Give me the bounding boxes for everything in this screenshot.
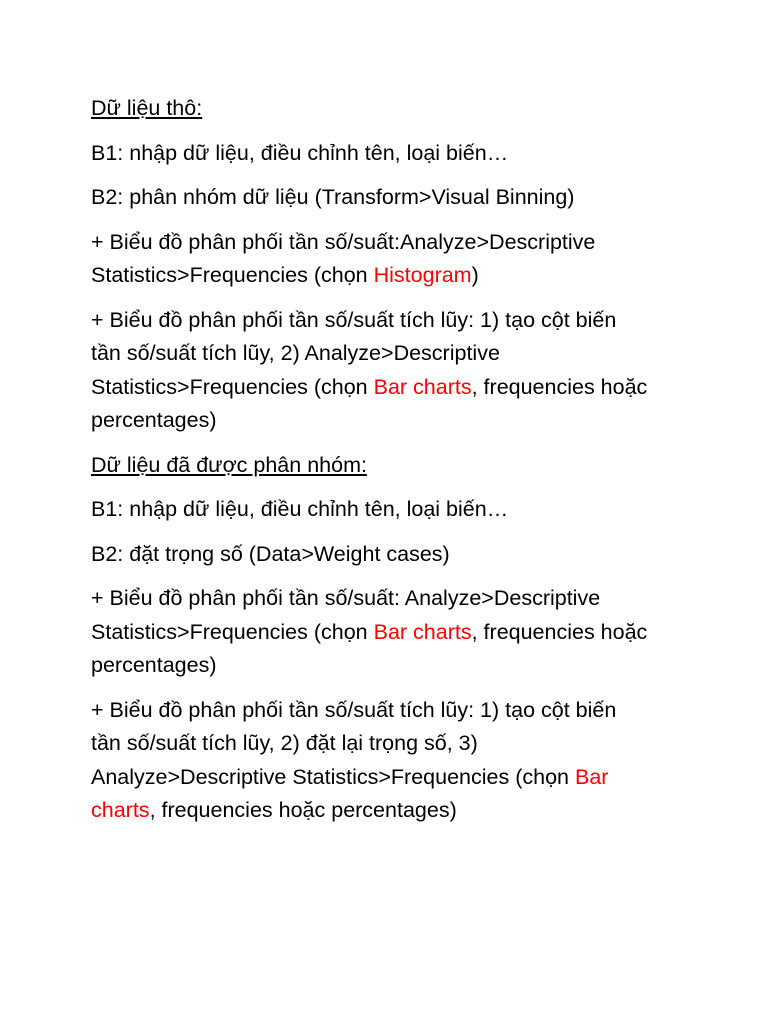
section1-item2-highlight: Bar charts: [373, 374, 472, 399]
section2-item1-highlight: Bar charts: [373, 619, 472, 644]
section2-item2: [91, 694, 691, 828]
section2-step1: [91, 493, 691, 527]
section1-heading: Dữ liệu thô:: [91, 96, 203, 120]
section2-item2-line1: + Biểu đồ phân phối tần số/suất tích lũy: 1) tạo cột biến: [91, 697, 617, 722]
section1-item2-line1: + Biểu đồ phân phối tần số/suất tích lũy: 1) tạo cột biến: [91, 307, 617, 332]
section1-item2-line2: tần số/suất tích lũy, 2) Analyze>Descriptive: [91, 341, 500, 365]
section2-item1-line1: + Biểu đồ phân phối tần số/suất: Analyze>Descriptive: [91, 586, 601, 610]
section1-step2: [91, 181, 691, 215]
section1-heading-para: [91, 92, 691, 126]
section2-heading-para: [91, 449, 691, 483]
section1-item2-line4: percentages): [91, 408, 217, 432]
section2-item2-highlight-part1: Bar: [574, 764, 609, 789]
section1-item2-line3-after: , frequencies hoặc: [471, 374, 648, 399]
section1-item1-line2-before: Statistics>Frequencies (chọn: [91, 263, 374, 287]
section1-step1-text: B1: nhập dữ liệu, điều chỉnh tên, loại biến…: [91, 140, 509, 165]
section1-step1: [91, 137, 691, 171]
section2-item2-highlight-part2: charts: [91, 798, 150, 822]
section2-step1-text: B1: nhập dữ liệu, điều chỉnh tên, loại biến…: [91, 497, 509, 521]
section1-step2-text: B2: phân nhóm dữ liệu (Transform>Visual Binning): [91, 185, 575, 209]
section2-item1-line2-before: Statistics>Frequencies (chọn: [91, 619, 374, 644]
section2-item1-line2-after: , frequencies hoặc: [471, 619, 648, 644]
section1-item1-highlight: Histogram: [373, 263, 472, 287]
section2-item2-line4-after: , frequencies hoặc percentages): [149, 798, 457, 822]
section2-item2-line2: tần số/suất tích lũy, 2) đặt lại trọng số, 3): [91, 731, 478, 755]
section1-item2: [91, 304, 691, 438]
section1-item1: [91, 226, 691, 293]
document-body: [91, 92, 691, 839]
section2-step2: [91, 538, 691, 572]
section2-item1: [91, 582, 691, 683]
section1-item1-line2-after: ): [471, 263, 479, 287]
section2-step2-text: B2: đặt trọng số (Data>Weight cases): [91, 541, 450, 566]
section1-item1-line1: + Biểu đồ phân phối tần số/suất:Analyze>Descriptive: [91, 229, 596, 254]
section2-item1-line3: percentages): [91, 653, 217, 677]
section1-item2-line3-before: Statistics>Frequencies (chọn: [91, 374, 374, 399]
section2-heading: Dữ liệu đã được phân nhóm:: [91, 452, 367, 477]
section2-item2-line3-before: Analyze>Descriptive Statistics>Frequencies (chọn: [91, 764, 575, 789]
